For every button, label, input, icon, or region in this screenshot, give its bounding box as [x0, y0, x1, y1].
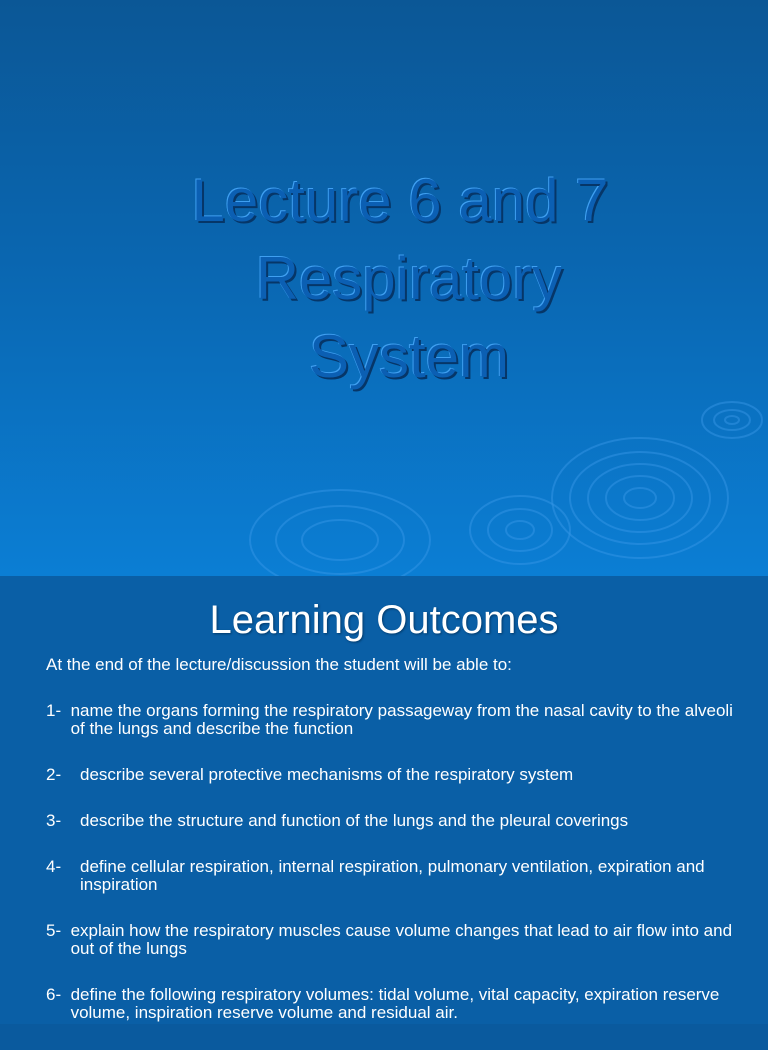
- item-number: 3-: [46, 811, 81, 830]
- outcomes-intro: At the end of the lecture/discussion the student will be able to:: [46, 655, 512, 674]
- list-item: [46, 766, 746, 784]
- item-number: 6-: [46, 985, 71, 1004]
- item-number: 4-: [46, 857, 81, 876]
- outcomes-heading: Learning Outcomes: [209, 598, 559, 642]
- item-text: name the organs forming the respiratory passageway from the nasal cavity to the alveoli of the lungs and describe the function: [70, 701, 733, 738]
- slide-title: [0, 162, 768, 396]
- list-item: [46, 986, 746, 1022]
- title-line-1: Lecture 6 and 7: [191, 167, 609, 234]
- item-number: 1-: [46, 701, 71, 720]
- title-line-3: System: [308, 323, 510, 390]
- item-text: define cellular respiration, internal respiration, pulmonary ventilation, expiration and inspiration: [80, 857, 705, 894]
- item-text: describe several protective mechanisms of the respiratory system: [80, 765, 574, 784]
- list-item: [46, 702, 746, 738]
- item-number: 2-: [46, 765, 81, 784]
- outcomes-body: [46, 656, 746, 1050]
- item-text: define the following respiratory volumes: tidal volume, vital capacity, expiration reserve volume, inspiration reserve volume and residual air.: [70, 985, 720, 1022]
- list-item: [46, 858, 746, 894]
- item-text: explain how the respiratory muscles cause volume changes that lead to air flow into and out of the lungs: [70, 921, 733, 958]
- title-line-2: Respiratory: [255, 245, 563, 312]
- list-item: [46, 922, 746, 958]
- item-number: 5-: [46, 921, 71, 940]
- list-item: [46, 812, 746, 830]
- item-text: describe the structure and function of the lungs and the pleural coverings: [80, 811, 629, 830]
